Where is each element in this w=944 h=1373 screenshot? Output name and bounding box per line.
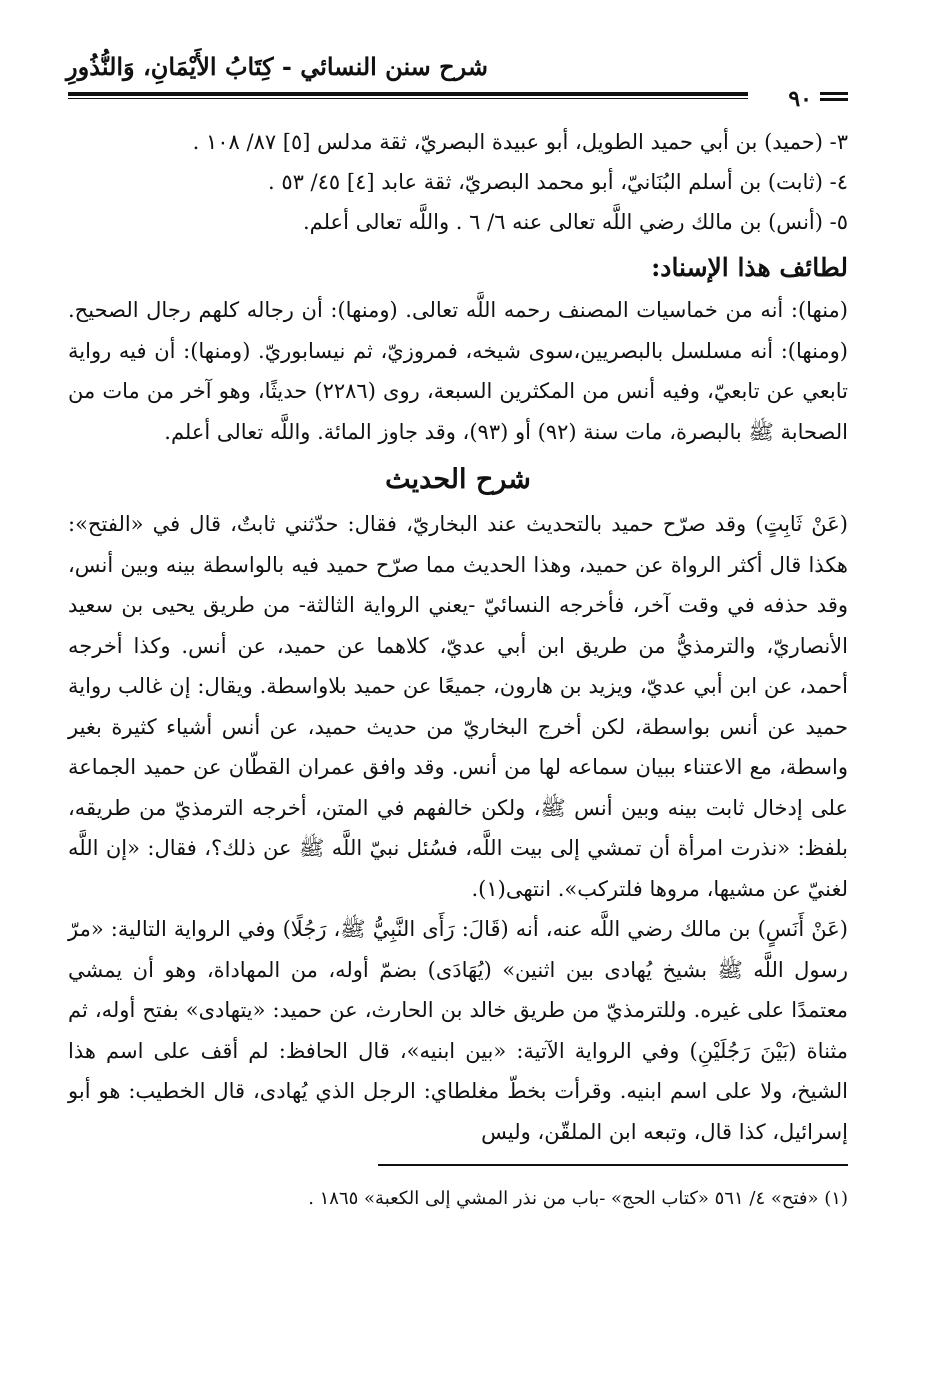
narrator-entry: ٥- (أنس) بن مالك رضي اللَّه تعالى عنه ٦/ ٦ . واللَّه تعالى أعلم. [302, 210, 848, 234]
commentary-paragraph-1: (عَنْ ثَابِتٍ) وقد صرّح حميد بالتحديث عند البخاريّ، فقال: حدّثني ثابتٌ، قال في «الفتح»: هكذا قال أكثر الرواة عن حميد، وهذا الحديث مما صرّح حميد فيه بالواسطة بينه وبين أنس، وقد حذفه في وقت آخر، فأخرجه النسائيّ -يعني الرواية الثالثة- من طريق يحيى بن سعيد الأنصاريّ، والترمذيُّ من طريق ابن أبي عديّ، كلاهما عن حميد، عن أنس. وكذا أخرجه أحمد، عن ابن أبي عديّ، ويزيد بن هارون، جميعًا عن حميد بلاواسطة. ويقال: إن غالب رواية حميد عن أنس بواسطة، لكن أخرج البخاريّ من حديث حميد، عن أنس أشياء كثيرة بغير واسطة، مع الاعتناء ببيان سماعه لها من أنس. وقد وافق عمران القطّان عن حميد الجماعة على إدخال ثابت بينه وبين أنس ﷺ، ولكن خالفهم في المتن، أخرجه الترمذيّ من طريقه، بلفظ: «نذرت امرأة أن تمشي إلى بيت اللَّه، فسُئل نبيّ اللَّه ﷺ عن ذلك؟، فقال: «إن اللَّه لغنيّ عن مشيها، مروها فلتركب». انتهى(١). [68, 512, 848, 901]
page-number-rule-bottom [820, 98, 848, 101]
footnote: (١) «فتح» ٤/ ٥٦١ «كتاب الحج» -باب من نذر المشي إلى الكعبة» ١٨٦٥ . [308, 1188, 848, 1209]
book-page [68, 48, 848, 1338]
narrator-list [68, 122, 848, 242]
running-title: شرح سنن النسائي - كِتَابُ الأَيْمَانِ، وَالنُّذُورِ [66, 52, 488, 81]
commentary-paragraph-2: (عَنْ أَنَسٍ) بن مالك رضي اللَّه عنه، أنه (قَالَ: رَأَى النَّبِيُّ ﷺ، رَجُلًا) وفي الرواية التالية: «مرّ رسول اللَّه ﷺ بشيخ يُهادى بين اثنين» (يُهَادَى) بضمّ أوله، من المهاداة، وهو أن يمشي معتمدًا على غيره. وللترمذيّ من طريق خالد بن الحارث، عن حميد: «يتهادى» بفتح أوله، ثم مثناة (بَيْنَ رَجُلَيْنِ) وفي الرواية الآتية: «بين ابنيه»، قال الحافظ: لم أقف على اسم هذا الشيخ، ولا على اسم ابنيه. وقرأت بخطّ مغلطاي: الرجل الذي يُهادى، قال الخطيب: هو أبو إسرائيل، كذا قال، وتبعه ابن الملقّن، وليس [68, 917, 848, 1144]
hadith-commentary-heading: شرح الحديث [385, 464, 531, 495]
page-number-rule-top [820, 92, 848, 95]
header-rule-thick [68, 92, 748, 96]
narrator-entry: ٤- (ثابت) بن أسلم البُنَانيّ، أبو محمد البصريّ، ثقة عابد [٤] ٤٥/ ٥٣ . [267, 170, 848, 194]
page-header [66, 48, 848, 112]
footnote-separator [378, 1164, 848, 1166]
narrator-entry: ٣- (حميد) بن أبي حميد الطويل، أبو عبيدة البصريّ، ثقة مدلس [٥] ٨٧/ ١٠٨ . [192, 130, 848, 154]
header-rule-thin [68, 98, 748, 99]
isnad-heading: لطائف هذا الإسناد: [651, 253, 848, 282]
isnad-paragraph: (منها): أنه من خماسيات المصنف رحمه اللَّه تعالى. (ومنها): أن رجاله كلهم رجال الصحيح. (ومنها): أنه مسلسل بالبصريين،سوى شيخه، فمروزيّ، ثم نيسابوريّ. (ومنها): أن فيه رواية تابعي عن تابعيّ، وفيه أنس من المكثرين السبعة، روى (٢٢٨٦) حديثًا، وهو آخر من مات من الصحابة ﷺ بالبصرة، مات سنة (٩٢) أو (٩٣)، وقد جاوز المائة. واللَّه تعالى أعلم. [68, 298, 848, 444]
page-number: ٩٠ [788, 86, 812, 112]
